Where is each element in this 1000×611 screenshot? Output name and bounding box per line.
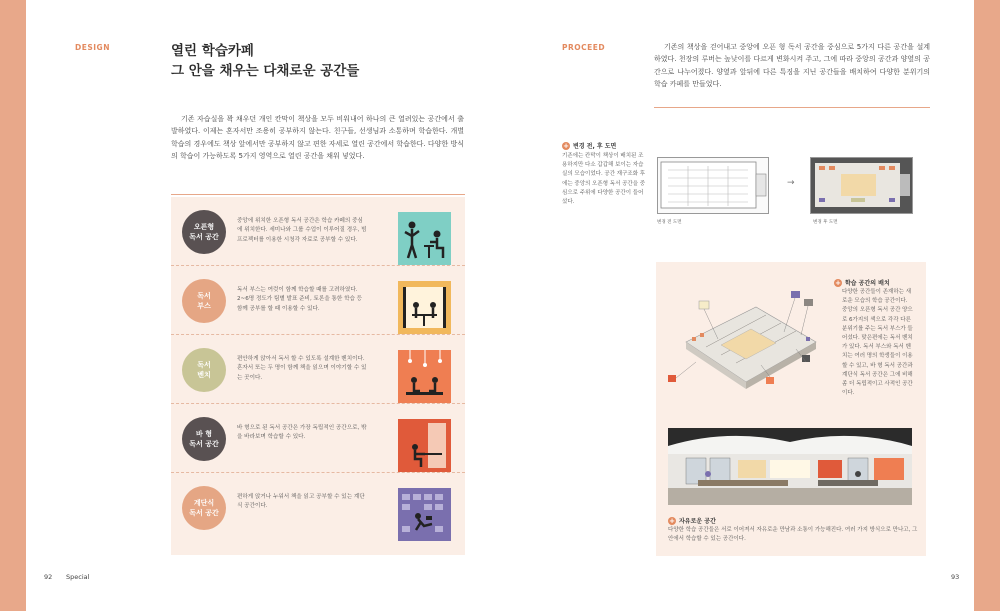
feature-row <box>171 266 465 335</box>
feature-badge: 바 형 독서 공간 <box>182 417 226 461</box>
free-space-heading: + 자유로운 공간 <box>669 516 716 525</box>
feature-row <box>171 197 465 266</box>
feature-row <box>171 404 465 473</box>
reading-booth-illustration <box>398 281 451 334</box>
isometric-layout-illustration <box>666 287 826 412</box>
feature-badge: 오픈형 독서 공간 <box>182 210 226 254</box>
before-floor-plan <box>657 157 769 214</box>
arrow-icon: → <box>787 178 795 188</box>
left-page <box>26 0 500 611</box>
after-floor-plan <box>810 157 913 214</box>
feature-badge: 독서 벤치 <box>182 348 226 392</box>
divider <box>654 107 930 108</box>
feature-row <box>171 473 465 555</box>
feature-row <box>171 335 465 404</box>
intro-paragraph: 기존의 책상을 걷어내고 중앙에 오픈 형 독서 공간을 중심으로 5가지 다른 공간을 설계하였다. 천장의 루버는 높낮이를 다르게 변화시켜 주고, 그에 따라 중앙의 공간과 양옆의 공간으로 나누어졌다. 양옆과 앞뒤에 다른 특징을 지닌 공간들을 배치하여 다양한 분위기의 학습 카페를 만들었다. <box>654 43 930 89</box>
feature-badge: 계단식 독서 공간 <box>182 486 226 530</box>
divider <box>171 194 465 195</box>
right-page-edge <box>974 0 1000 611</box>
stair-reading-illustration <box>398 488 451 541</box>
feature-list <box>171 197 465 555</box>
free-space-description: 다양한 학습 공간들은 서로 이어져서 자유로운 만남과 소통이 가능해진다. 여러 가지 방식으로 만나고, 그 안에서 학습할 수 있는 공간이다. <box>668 527 918 543</box>
section-tag-proceed: PROCEED <box>562 43 606 52</box>
left-page-edge <box>0 0 26 611</box>
plus-icon: + <box>669 516 675 525</box>
feature-description: 편하게 앉거나 누워서 책을 읽고 공부할 수 있는 계단식 공간이다. <box>237 494 365 510</box>
before-plan-caption: 변경 전 도면 <box>657 220 682 225</box>
plus-icon: + <box>563 141 569 150</box>
layout-section <box>656 262 926 556</box>
right-page <box>500 0 974 611</box>
layout-description: 다양한 공간들이 존재하는 새로운 모습의 학습 공간이다. 중앙의 오픈형 독서 공간 양으로 6가지의 색으로 각각 다른 분위기를 주는 독서 부스가 들어섰다. 맞은편에는 독서 벤치가 있다. 독서 부스와 독서 벤치는 여러 명의 학생들이 이용할 수 있고, 바 형 독서 공간과 계단식 독서 공간은 그에 비해 좀 더 독립적이고 사적인 공간이다. <box>842 289 913 397</box>
feature-description: 편안하게 앉아서 독서 할 수 있도록 설계한 벤치이다. 혼자서 또는 두 명이 함께 책을 읽으며 이야기할 수 있는 곳이다. <box>237 356 367 381</box>
after-plan-caption: 변경 후 도면 <box>813 220 838 225</box>
feature-description: 바 형으로 된 독서 공간은 가장 독립적인 공간으로, 밖을 바라보며 학습할 수 있다. <box>237 425 367 441</box>
reading-bench-illustration <box>398 350 451 403</box>
section-name: Special <box>66 573 90 581</box>
feature-description: 독서 부스는 여럿이 함께 학습할 때를 고려하였다. 2~6명 정도가 팀별 발표 준비, 토론을 통한 학습 등 함께 공부를 할 때 이용할 수 있다. <box>237 287 363 312</box>
open-reading-illustration <box>398 212 451 265</box>
plan-heading: + 변경 전, 후 도면 <box>563 141 617 150</box>
feature-description: 중앙에 위치한 오픈형 독서 공간은 학습 카페의 중심에 위치한다. 세미나와 그룹 수업이 이루어질 경우, 빔 프로젝터를 이용한 시청각 자료로 공부할 수 있다. <box>237 218 367 243</box>
bar-reading-illustration <box>398 419 451 472</box>
title-line-2: 그 안을 채우는 다채로운 공간들 <box>171 63 360 79</box>
page-title <box>171 41 359 81</box>
page-number: 92 <box>44 573 53 581</box>
plan-description: 기존에는 칸막이 책상이 배치된 조용하지만 다소 갑갑해 보이는 자습실의 모습이었다. 공간 재구조화 후에는 중앙의 오픈형 독서 공간을 중심으로 주위에 다양한 공간이 들어섰다. <box>562 153 646 206</box>
title-line-1: 열린 학습카페 <box>171 43 254 59</box>
feature-badge: 독서 부스 <box>182 279 226 323</box>
intro-paragraph: 기존 자습실을 꽉 채우던 개인 칸막이 책상을 모두 비워내어 하나의 큰 열려있는 공간에서 출발하였다. 이제는 혼자서만 조용히 공부하지 않는다. 친구들, 선생님과 소통하며 학습한다. 개별 학습의 경우에도 책상 앞에서만 공부하지 않고 편한 자세로 열린 공간에서 학습한다. 다양한 방식의 학습이 가능하도록 5가지 영역으로 열린 공간을 채워 넣었다. <box>171 115 464 161</box>
plus-icon: + <box>835 278 841 287</box>
interior-rendering <box>668 428 912 505</box>
layout-heading: + 학습 공간의 배치 <box>835 278 890 287</box>
page-number: 93 <box>951 573 960 581</box>
section-tag-design: DESIGN <box>75 43 110 52</box>
